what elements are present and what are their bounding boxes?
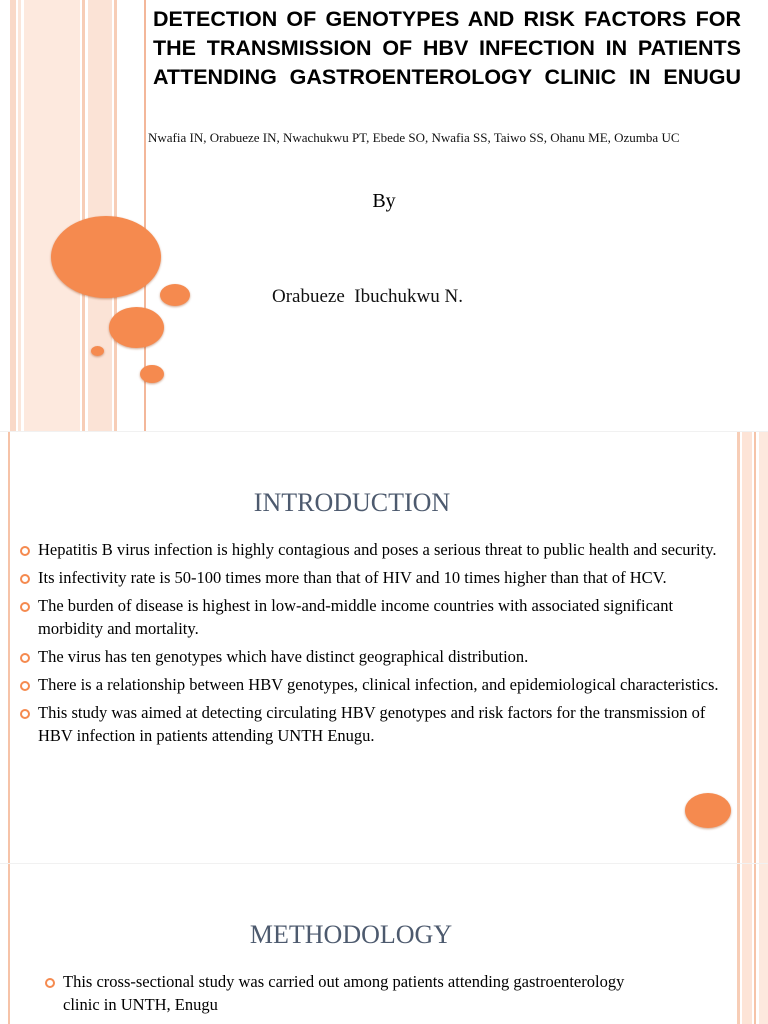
tiny-circle-decoration (91, 346, 104, 356)
small-circle-decoration (140, 365, 164, 383)
list-item (20, 594, 728, 640)
bullet-text: Hepatitis B virus infection is highly contagious and poses a serious threat to public health and security. (38, 540, 717, 559)
right-decorative-stripe (737, 864, 740, 1024)
list-item (20, 673, 728, 696)
right-decorative-stripe (737, 432, 740, 864)
bullet-circle-icon (20, 653, 30, 663)
left-decorative-stripe (18, 0, 21, 432)
bullet-list (20, 538, 728, 752)
presenter-name: Orabueze Ibuchukwu N. (272, 286, 463, 307)
right-decorative-stripe (759, 864, 768, 1024)
list-item (20, 645, 728, 668)
right-decorative-stripe (754, 864, 756, 1024)
bullet-text: This study was aimed at detecting circulating HBV genotypes and risk factors for the transmission of HBV infection in patients attending UNTH Enugu. (38, 703, 706, 745)
bullet-circle-icon (20, 546, 30, 556)
list-item (20, 538, 728, 561)
by-label: By (372, 190, 396, 212)
bullet-text: Its infectivity rate is 50-100 times more than that of HIV and 10 times higher than that of HCV. (38, 568, 667, 587)
medium-circle-decoration (109, 307, 164, 348)
right-decorative-stripe (742, 864, 752, 1024)
author-list: Nwafia IN, Orabueze IN, Nwachukwu PT, Ebede SO, Nwafia SS, Taiwo SS, Ohanu ME, Ozumba UC (148, 130, 680, 145)
bullet-circle-icon (20, 709, 30, 719)
right-decorative-stripe (759, 432, 768, 864)
left-decorative-stripe (10, 0, 16, 432)
bullet-circle-icon (20, 602, 30, 612)
introduction-slide (0, 432, 768, 864)
bullet-circle-icon (20, 681, 30, 691)
right-decorative-stripe (754, 432, 756, 864)
list-item (20, 701, 728, 747)
list-item (20, 566, 728, 589)
section-heading: METHODOLOGY (249, 920, 453, 949)
left-decorative-stripe (82, 0, 85, 432)
small-circle-decoration (160, 284, 190, 306)
bullet-text: There is a relationship between HBV genotypes, clinical infection, and epidemiological characteristics. (38, 675, 719, 694)
bullet-text: The burden of disease is highest in low-and-middle income countries with associated significant morbidity and mortality. (38, 596, 674, 638)
bullet-circle-icon (45, 978, 55, 988)
section-heading: INTRODUCTION (253, 488, 451, 517)
bullet-text: The virus has ten genotypes which have distinct geographical distribution. (38, 647, 529, 666)
bullet-list (45, 970, 645, 1021)
circle-decoration (685, 793, 731, 828)
bullet-circle-icon (20, 574, 30, 584)
list-item (45, 970, 645, 1016)
title-slide (0, 0, 768, 432)
right-decorative-stripe (742, 432, 752, 864)
bullet-text: This cross-sectional study was carried out among patients attending gastroenterology clinic in UNTH, Enugu (63, 972, 625, 1014)
large-circle-decoration (51, 216, 161, 298)
left-decorative-stripe (24, 0, 80, 432)
methodology-slide (0, 864, 768, 1024)
presentation-title: DETECTION OF GENOTYPES AND RISK FACTORS FOR THE TRANSMISSION OF HBV INFECTION IN PATIENTS ATTENDING GASTROENTEROLOGY CLINIC IN ENUGU (153, 7, 741, 89)
